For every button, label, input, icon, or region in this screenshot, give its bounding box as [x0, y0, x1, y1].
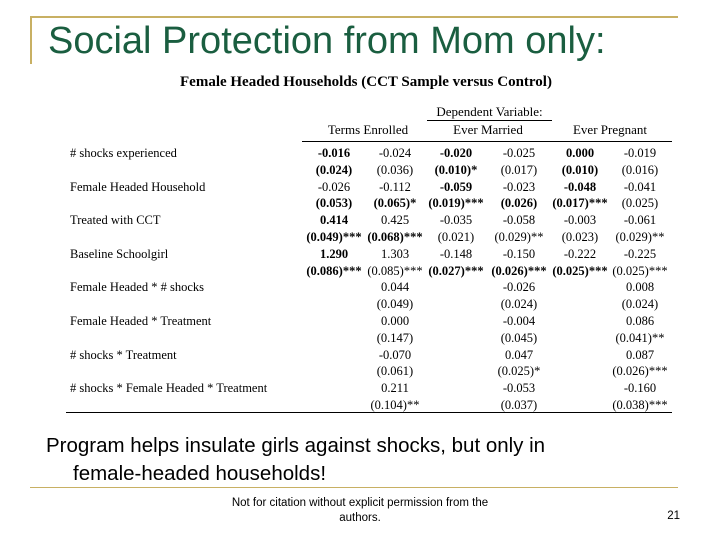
row-label: # shocks * Female Headed * Treatment — [70, 381, 268, 396]
standard-error-cell: (0.026)*** — [612, 364, 668, 379]
regression-table — [62, 72, 678, 417]
standard-error-cell: (0.045) — [500, 330, 538, 345]
coefficient-cell: 0.087 — [625, 347, 655, 362]
standard-error-cell: (0.037) — [500, 398, 538, 412]
coefficient-cell: -0.041 — [623, 179, 657, 194]
standard-error-cell: (0.085)*** — [367, 263, 423, 278]
coefficient-cell: -0.222 — [563, 246, 597, 261]
standard-error-cell: (0.026) — [500, 196, 538, 211]
dependent-variable-header: Dependent Variable: — [436, 104, 543, 119]
standard-error-cell: (0.068)*** — [367, 230, 423, 244]
standard-error-cell: (0.041)** — [615, 330, 665, 345]
coefficient-cell: 0.000 — [380, 314, 410, 328]
standard-error-cell: (0.024) — [621, 297, 659, 312]
coefficient-cell: -0.024 — [378, 146, 412, 160]
column-header-ever-pregnant: Ever Pregnant — [572, 122, 647, 137]
standard-error-cell: (0.025)*** — [612, 263, 668, 278]
coefficient-cell: -0.061 — [623, 213, 657, 228]
bullet-line-2: female-headed households! — [73, 462, 327, 485]
footer-note — [200, 496, 520, 526]
coefficient-cell: 0.086 — [625, 314, 655, 328]
coefficient-cell: -0.020 — [439, 146, 473, 160]
coefficient-cell: -0.003 — [563, 213, 597, 228]
coefficient-cell: -0.025 — [502, 146, 536, 160]
row-label: Baseline Schoolgirl — [70, 246, 169, 261]
coefficient-cell: -0.150 — [502, 246, 536, 261]
coefficient-cell: -0.058 — [502, 213, 536, 228]
standard-error-cell: (0.017)*** — [552, 196, 608, 211]
standard-error-cell: (0.025) — [621, 196, 659, 211]
coefficient-cell: -0.023 — [502, 179, 536, 194]
coefficient-cell: -0.148 — [439, 246, 473, 261]
page-number: 21 — [667, 510, 680, 522]
coefficient-cell: -0.035 — [439, 213, 473, 228]
left-accent-bar — [30, 16, 32, 64]
standard-error-cell: (0.024) — [315, 162, 353, 177]
coefficient-cell: -0.160 — [623, 381, 657, 396]
coefficient-cell: -0.016 — [317, 146, 351, 160]
coefficient-cell: 1.303 — [380, 246, 410, 261]
standard-error-cell: (0.025)* — [497, 364, 541, 379]
row-label: Female Headed * # shocks — [70, 280, 204, 295]
bullet-text — [46, 432, 666, 488]
standard-error-cell: (0.147) — [376, 330, 414, 345]
standard-error-cell: (0.024) — [500, 297, 538, 312]
standard-error-cell: (0.010) — [561, 162, 599, 177]
coefficient-cell: -0.004 — [502, 314, 536, 328]
coefficient-cell: 0.425 — [380, 213, 410, 228]
coefficient-cell: 0.211 — [381, 381, 409, 396]
coefficient-cell: 0.044 — [380, 280, 410, 295]
coefficient-cell: -0.059 — [439, 179, 473, 194]
standard-error-cell: (0.061) — [376, 364, 414, 379]
standard-error-cell: (0.029)** — [494, 230, 544, 244]
standard-error-cell: (0.049)*** — [306, 230, 362, 244]
standard-error-cell: (0.017) — [500, 162, 538, 177]
standard-error-cell: (0.021) — [437, 230, 475, 244]
coefficient-cell: -0.019 — [623, 146, 657, 160]
standard-error-cell: (0.038)*** — [612, 398, 668, 412]
coefficient-cell: 0.000 — [565, 146, 595, 160]
coefficient-cell: -0.112 — [379, 179, 411, 194]
coefficient-cell: -0.225 — [623, 246, 657, 261]
table-bottom-rule — [66, 412, 672, 413]
coefficient-cell: 0.047 — [504, 347, 534, 362]
row-label: Female Headed Household — [70, 179, 206, 194]
footer-rule — [30, 487, 678, 488]
standard-error-cell: (0.104)** — [370, 398, 420, 412]
dependent-variable-rule — [427, 120, 552, 121]
coefficient-cell: 0.414 — [319, 213, 349, 228]
standard-error-cell: (0.025)*** — [552, 263, 608, 278]
standard-error-cell: (0.019)*** — [428, 196, 484, 211]
standard-error-cell: (0.086)*** — [306, 263, 362, 278]
coefficient-cell: 1.290 — [319, 246, 349, 261]
standard-error-cell: (0.027)*** — [428, 263, 484, 278]
standard-error-cell: (0.036) — [376, 162, 414, 177]
header-rule — [302, 141, 672, 142]
coefficient-cell: 0.008 — [625, 280, 655, 295]
coefficient-cell: -0.026 — [502, 280, 536, 295]
coefficient-cell: -0.048 — [563, 179, 597, 194]
footer-line-2: authors. — [339, 512, 381, 524]
standard-error-cell: (0.049) — [376, 297, 414, 312]
standard-error-cell: (0.065)* — [373, 196, 417, 211]
standard-error-cell: (0.053) — [315, 196, 353, 211]
standard-error-cell: (0.029)** — [615, 230, 665, 244]
column-header-terms-enrolled: Terms Enrolled — [327, 122, 409, 137]
row-label: Female Headed * Treatment — [70, 314, 212, 328]
row-label: Treated with CCT — [70, 213, 161, 228]
footer-line-1: Not for citation without explicit permission from the — [231, 497, 489, 509]
row-label: # shocks * Treatment — [70, 347, 177, 362]
coefficient-cell: -0.026 — [317, 179, 351, 194]
coefficient-cell: -0.053 — [502, 381, 536, 396]
row-label: # shocks experienced — [70, 146, 177, 160]
column-header-ever-married: Ever Married — [453, 122, 523, 137]
standard-error-cell: (0.016) — [621, 162, 659, 177]
slide-title: Social Protection from Mom only: — [48, 20, 606, 62]
coefficient-cell: -0.070 — [378, 347, 412, 362]
bullet-line-1: Program helps insulate girls against shocks, but only in — [46, 434, 546, 457]
table-title: Female Headed Households (CCT Sample versus Control) — [180, 74, 552, 90]
standard-error-cell: (0.010)* — [434, 162, 478, 177]
standard-error-cell: (0.023) — [561, 230, 599, 244]
standard-error-cell: (0.026)*** — [491, 263, 547, 278]
